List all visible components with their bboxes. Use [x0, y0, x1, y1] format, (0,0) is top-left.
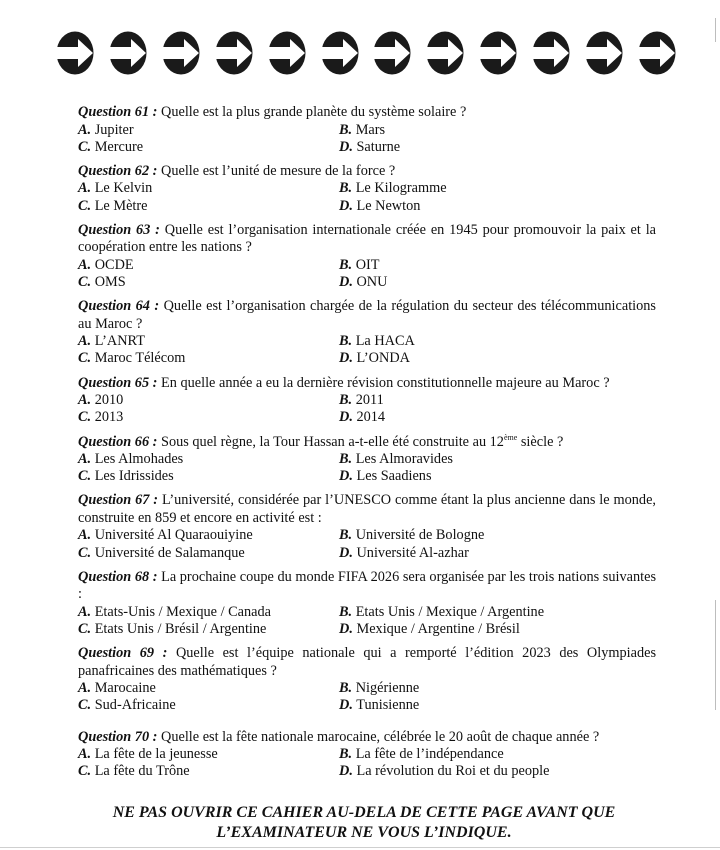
arrow-right-icon	[585, 31, 623, 75]
question-text	[78, 434, 656, 452]
scan-edge-mark	[715, 18, 716, 42]
option-text: Mars	[355, 121, 386, 138]
option-text: Sud-Africaine	[94, 697, 176, 714]
option-text: OIT	[355, 256, 380, 273]
option-letter: B.	[339, 746, 353, 763]
option-letter: D.	[339, 350, 353, 367]
arrow-right-icon	[215, 31, 253, 75]
option-letter: A.	[78, 121, 92, 138]
option-text: Etats Unis / Brésil / Argentine	[94, 621, 267, 638]
option-letter: D.	[339, 697, 353, 714]
answer-options	[78, 527, 656, 561]
option-text: Université de Salamanque	[94, 544, 245, 561]
option-text: La fête de l’indépendance	[355, 746, 504, 763]
option-letter: B.	[339, 333, 353, 350]
option-text: Saturne	[356, 138, 401, 155]
question-64	[78, 298, 656, 367]
option-letter: D.	[339, 468, 353, 485]
option-c[interactable]	[78, 468, 339, 485]
question-label: Question 70 :	[78, 728, 158, 745]
option-text: OCDE	[94, 256, 134, 273]
arrow-right-icon	[56, 31, 94, 75]
option-text: 2013	[94, 409, 124, 426]
option-letter: C.	[78, 544, 92, 561]
option-d[interactable]	[339, 468, 656, 485]
answer-options	[78, 392, 656, 426]
question-prompt: Quelle est la fête nationale marocaine, célébrée le 20 août de chaque année ?	[161, 728, 600, 745]
option-letter: D.	[339, 197, 353, 214]
option-text: La fête du Trône	[94, 763, 190, 780]
option-text: Le Kelvin	[94, 180, 153, 197]
option-d[interactable]	[339, 697, 656, 714]
option-d[interactable]	[339, 139, 656, 156]
question-label: Question 68 :	[78, 568, 158, 585]
option-b[interactable]	[339, 333, 656, 350]
question-label: Question 66 :	[78, 433, 158, 450]
option-letter: D.	[339, 409, 353, 426]
option-text: Les Almohades	[94, 451, 184, 468]
question-prompt: Sous quel règne, la Tour Hassan a-t-elle été construite au 12	[161, 433, 504, 450]
option-a[interactable]	[78, 604, 339, 621]
question-text	[78, 298, 656, 333]
option-d[interactable]	[339, 350, 656, 367]
question-label: Question 61 :	[78, 104, 158, 120]
option-d[interactable]	[339, 545, 656, 562]
question-text	[78, 729, 656, 747]
option-letter: D.	[339, 763, 353, 780]
question-prompt: Quelle est la plus grande planète du système solaire ?	[161, 104, 467, 120]
option-text: L’ANRT	[94, 333, 145, 350]
arrow-right-icon	[321, 31, 359, 75]
option-d[interactable]	[339, 763, 656, 780]
question-prompt: Quelle est l’unité de mesure de la force ?	[161, 162, 396, 179]
option-letter: A.	[78, 451, 92, 468]
question-prompt: En quelle année a eu la dernière révision constitutionnelle majeure au Maroc ?	[161, 374, 610, 391]
option-text: Le Kilogramme	[355, 180, 447, 197]
option-text: L’ONDA	[356, 350, 410, 367]
option-c[interactable]	[78, 697, 339, 714]
question-text	[78, 163, 656, 181]
option-letter: A.	[78, 603, 92, 620]
question-63	[78, 222, 656, 291]
scan-edge-mark	[715, 600, 716, 710]
option-text: 2011	[355, 392, 384, 409]
arrow-row	[56, 31, 676, 75]
option-letter: B.	[339, 180, 353, 197]
option-letter: C.	[78, 468, 92, 485]
option-text: Maroc Télécom	[94, 350, 186, 367]
option-a[interactable]	[78, 746, 339, 763]
question-70	[78, 729, 656, 781]
option-text: La HACA	[355, 333, 415, 350]
question-prompt: La prochaine coupe du monde FIFA 2026 sera organisée par les trois nations suivantes :	[78, 568, 657, 603]
answer-options	[78, 122, 656, 156]
option-letter: B.	[339, 256, 353, 273]
question-prompt: L’université, considérée par l’UNESCO comme étant la plus ancienne dans le monde, construite en 859 et encore en activité est :	[78, 492, 657, 526]
question-label: Question 69 :	[78, 645, 168, 662]
option-text: Mercure	[94, 138, 144, 155]
option-text: Université Al Quaraouiyine	[94, 527, 253, 544]
option-d[interactable]	[339, 409, 656, 426]
option-text: Marocaine	[94, 680, 156, 697]
option-text: La révolution du Roi et du people	[356, 763, 550, 780]
option-letter: A.	[78, 333, 92, 350]
option-letter: C.	[78, 409, 92, 426]
option-text: La fête de la jeunesse	[94, 746, 218, 763]
option-letter: C.	[78, 197, 92, 214]
question-69	[78, 645, 656, 714]
option-letter: A.	[78, 746, 92, 763]
option-text: Université Al-azhar	[356, 544, 469, 561]
option-b[interactable]	[339, 527, 656, 544]
option-text: OMS	[94, 274, 126, 291]
answer-options	[78, 257, 656, 291]
option-letter: C.	[78, 274, 92, 291]
footer-instruction	[0, 803, 720, 843]
option-b[interactable]	[339, 604, 656, 621]
question-62	[78, 163, 656, 215]
option-text: Université de Bologne	[355, 527, 485, 544]
option-letter: A.	[78, 180, 92, 197]
option-text: Le Newton	[356, 197, 421, 214]
option-c[interactable]	[78, 350, 339, 367]
ordinal-superscript: ème	[503, 432, 518, 442]
option-letter: B.	[339, 392, 353, 409]
option-text: Mexique / Argentine / Brésil	[356, 621, 520, 638]
option-letter: C.	[78, 697, 92, 714]
option-c[interactable]	[78, 274, 339, 291]
option-letter: B.	[339, 527, 353, 544]
option-text: 2014	[356, 409, 386, 426]
question-66	[78, 434, 656, 486]
option-c[interactable]	[78, 409, 339, 426]
option-letter: C.	[78, 763, 92, 780]
option-letter: A.	[78, 256, 92, 273]
answer-options	[78, 333, 656, 367]
option-letter: D.	[339, 621, 353, 638]
option-a[interactable]	[78, 392, 339, 409]
option-b[interactable]	[339, 180, 656, 197]
option-c[interactable]	[78, 198, 339, 215]
question-list	[78, 104, 656, 788]
option-b[interactable]	[339, 392, 656, 409]
option-d[interactable]	[339, 621, 656, 638]
arrow-right-icon	[162, 31, 200, 75]
arrow-right-icon	[373, 31, 411, 75]
option-letter: B.	[339, 680, 353, 697]
option-text: Le Mètre	[94, 197, 148, 214]
option-a[interactable]	[78, 180, 339, 197]
question-65	[78, 375, 656, 427]
option-text: ONU	[356, 274, 388, 291]
option-letter: D.	[339, 274, 353, 291]
option-c[interactable]	[78, 621, 339, 638]
answer-options	[78, 746, 656, 780]
answer-options	[78, 180, 656, 214]
arrow-right-icon	[479, 31, 517, 75]
footer-line-2: L’EXAMINATEUR NE VOUS L’INDIQUE.	[216, 824, 512, 841]
question-61	[78, 104, 656, 156]
option-c[interactable]	[78, 763, 339, 780]
question-text	[78, 645, 656, 680]
option-letter: C.	[78, 138, 92, 155]
question-text	[78, 222, 656, 257]
option-letter: D.	[339, 544, 353, 561]
question-prompt-end: siècle ?	[517, 433, 564, 450]
question-prompt: Quelle est l’organisation chargée de la régulation du secteur des télécommunications au Maroc ?	[78, 298, 656, 332]
option-text: Jupiter	[94, 121, 134, 138]
arrow-right-icon	[109, 31, 147, 75]
question-text	[78, 492, 656, 527]
arrow-right-icon	[426, 31, 464, 75]
option-b[interactable]	[339, 451, 656, 468]
option-b[interactable]	[339, 680, 656, 697]
option-a[interactable]	[78, 680, 339, 697]
option-a[interactable]	[78, 333, 339, 350]
arrow-right-icon	[532, 31, 570, 75]
question-67	[78, 492, 656, 561]
option-letter: C.	[78, 350, 92, 367]
option-text: Les Idrissides	[94, 468, 174, 485]
option-text: Nigérienne	[355, 680, 420, 697]
option-a[interactable]	[78, 122, 339, 139]
option-letter: B.	[339, 603, 353, 620]
question-label: Question 64 :	[78, 298, 160, 315]
option-text: Les Saadiens	[356, 468, 432, 485]
question-label: Question 65 :	[78, 374, 158, 391]
option-text: Les Almoravides	[355, 451, 453, 468]
footer-line-1: NE PAS OUVRIR CE CAHIER AU-DELA DE CETTE PAGE AVANT QUE	[112, 804, 616, 821]
option-text: Etats Unis / Mexique / Argentine	[355, 603, 545, 620]
question-text	[78, 375, 656, 393]
option-a[interactable]	[78, 527, 339, 544]
question-text	[78, 104, 656, 122]
option-text: Tunisienne	[356, 697, 420, 714]
option-letter: B.	[339, 451, 353, 468]
option-c[interactable]	[78, 139, 339, 156]
question-label: Question 67 :	[78, 492, 159, 509]
option-letter: B.	[339, 121, 353, 138]
arrow-right-icon	[638, 31, 676, 75]
option-letter: A.	[78, 527, 92, 544]
option-b[interactable]	[339, 122, 656, 139]
option-d[interactable]	[339, 198, 656, 215]
option-letter: A.	[78, 392, 92, 409]
question-label: Question 62 :	[78, 162, 158, 179]
option-letter: D.	[339, 138, 353, 155]
answer-options	[78, 680, 656, 714]
option-letter: C.	[78, 621, 92, 638]
answer-options	[78, 451, 656, 485]
option-b[interactable]	[339, 257, 656, 274]
question-prompt: Quelle est l’organisation internationale créée en 1945 pour promouvoir la paix et la coopération entre les nations ?	[78, 221, 657, 256]
question-prompt: Quelle est l’équipe nationale qui a remporté l’édition 2023 des Olympiades panafricaines des mathématiques ?	[78, 645, 657, 679]
answer-options	[78, 604, 656, 638]
option-text: Etats-Unis / Mexique / Canada	[94, 603, 271, 620]
option-a[interactable]	[78, 451, 339, 468]
option-a[interactable]	[78, 257, 339, 274]
option-letter: A.	[78, 680, 92, 697]
option-d[interactable]	[339, 274, 656, 291]
scan-bottom-edge	[0, 847, 720, 848]
question-label: Question 63 :	[78, 221, 160, 238]
option-c[interactable]	[78, 545, 339, 562]
question-68	[78, 569, 656, 638]
question-text	[78, 569, 656, 604]
arrow-right-icon	[268, 31, 306, 75]
option-text: 2010	[94, 392, 124, 409]
option-b[interactable]	[339, 746, 656, 763]
